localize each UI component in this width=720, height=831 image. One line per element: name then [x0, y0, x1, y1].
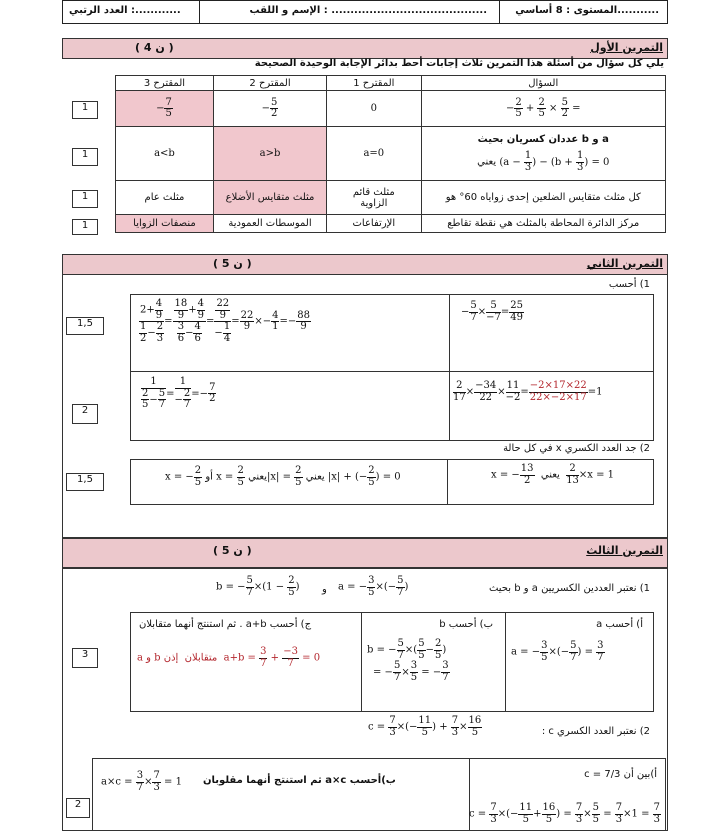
- score-box: 2: [66, 798, 90, 818]
- question-text: كل مثلث متقايس الضلعين إحدى زواياه 60° هو: [445, 192, 641, 203]
- part-e-label: ب)أحسب a×c ثم استنتج أنهما مقلوبان: [203, 775, 396, 786]
- question-cell: − $\frac{2}{5}$ + $\frac{2}{5}$ × $\frac{5}{2}$ =: [421, 91, 665, 127]
- score-box: 1: [72, 148, 98, 166]
- divider: [361, 613, 362, 711]
- score-box: 3: [72, 648, 98, 668]
- equations-box: [130, 459, 654, 505]
- choice-value: a<b: [154, 148, 175, 159]
- choice-cell[interactable]: [213, 215, 326, 233]
- choice-value: 0: [370, 103, 378, 114]
- and-word: و: [322, 584, 327, 595]
- score-box: 1: [72, 219, 98, 235]
- calc-1: − $\frac{5}{7}$ × $\frac{5}{-7}$ = $\frac{25}{49}$: [461, 300, 524, 323]
- choice-cell[interactable]: − $\frac{5}{2}$: [213, 91, 326, 127]
- answer-c: a و b متقابلان إذن a+b = $\frac{3}{7}$ + $\frac{-3}{7}$ = 0: [137, 646, 321, 669]
- divider: [449, 295, 450, 440]
- choice-value: الزاوية: [360, 197, 388, 209]
- part-b-label: ب) أحسب b: [439, 619, 493, 630]
- question-cell: [421, 181, 665, 215]
- def-a: a = − $\frac{3}{5}$ ×(− $\frac{5}{7}$ ): [338, 575, 409, 598]
- exercise-3-title: التمرين الثالث: [586, 544, 663, 557]
- choice-value: مثلث عام: [144, 192, 185, 203]
- question-text: مركز الدائرة المحاطة بالمثلث هي نقطة تقاطع: [447, 218, 640, 229]
- question-cell: [421, 215, 665, 233]
- score-box: 1,5: [66, 317, 104, 335]
- part-a-label: أ) أحسب a: [596, 619, 643, 630]
- choice-cell[interactable]: [116, 181, 214, 215]
- answer-b: b = − $\frac{5}{7}$ ×( $\frac{5}{5}$ − $\frac{2}{5}$ ) = − $\frac{5}{7}$ × $\frac{3}{5}$ = − $\frac{3}{7}$: [367, 638, 449, 683]
- part-2-box: [92, 758, 666, 831]
- score-box: 1,5: [66, 473, 104, 491]
- exercise-3-q1: 1) نعتبر العددين الكسريين a و b بحيث: [488, 583, 650, 594]
- choice-value: a=0: [363, 148, 385, 159]
- calc-4: 1 $\frac{2}{5}$ − $\frac{5}{7}$ = 1 − $\frac{2}{7}$ =− $\frac{7}{2}$: [142, 376, 216, 410]
- equation-a: x = − $\frac{13}{2}$ يعني $\frac{2}{13}$ ×x = 1: [491, 463, 615, 486]
- name-field: الإسم و اللقب : .........................................: [249, 5, 487, 16]
- part-c-label: ج) أحسب a+b . ثم استنتج أنهما متقابلان: [139, 619, 312, 630]
- divider: [131, 371, 653, 372]
- mcq-table: [115, 75, 666, 233]
- choice-cell[interactable]: [213, 127, 326, 181]
- number-field: العدد الرتبي :............: [69, 5, 181, 16]
- question-text: a و b عددان كسريان بحيث: [477, 134, 609, 145]
- divider: [505, 613, 506, 711]
- exercise-3-band: [62, 538, 668, 568]
- exercise-2-points: ( 5 ن ): [213, 257, 252, 270]
- exercise-1-title: التمرين الأول: [590, 41, 663, 54]
- exercise-2-q1: 1) أحسب: [608, 279, 650, 290]
- exercise-1-band: [62, 38, 668, 59]
- choice-value: الموسطات العمودية: [228, 218, 312, 229]
- choice-cell[interactable]: [116, 215, 214, 233]
- level-field: المستوى : 8 أساسي...........: [515, 5, 659, 16]
- choice-value: مثلث متقايس الأضلاع: [225, 192, 315, 203]
- choice-cell[interactable]: − $\frac{7}{5}$: [116, 91, 214, 127]
- choice-cell[interactable]: [213, 181, 326, 215]
- choice-value: a>b: [259, 148, 281, 159]
- choice-value: الإرتفاعات: [352, 218, 396, 229]
- score-box: 2: [72, 404, 98, 424]
- choice-value: مثلث قائم: [352, 186, 395, 198]
- divider: [199, 1, 200, 23]
- choice-cell[interactable]: [327, 215, 421, 233]
- exercise-3-q2: 2) نعتبر العدد الكسري c :: [541, 726, 650, 737]
- equation-b: x = − $\frac{2}{5}$ أو x = $\frac{2}{5}$ يعني|x| = $\frac{2}{5}$ يعني |x| + (− $\frac{2}{5}$ ) = 0: [165, 465, 401, 488]
- exercise-2-title: التمرين الثاني: [586, 257, 663, 270]
- score-box: 1: [72, 190, 98, 208]
- choice-value: منصفات الزوايا: [133, 218, 196, 229]
- def-c: c = $\frac{7}{3}$ ×(− $\frac{11}{5}$ ) + $\frac{7}{3}$ × $\frac{16}{5}$: [368, 715, 482, 738]
- exercise-1-instruction: يلي كل سؤال من أسئلة هذا التمرين ثلاث إجابات أحط بدائر الإجابة الوحيدة الصحيحة: [254, 58, 664, 69]
- exercise-3-points: ( 5 ن ): [213, 544, 252, 557]
- answer-d: c = $\frac{7}{3}$ ×(− $\frac{11}{5}$ + $\frac{16}{5}$ ) = $\frac{7}{3}$ × $\frac{5}{5}$ = $\frac{7}{3}$ ×1 = $\frac{7}{3}$: [469, 802, 661, 825]
- answer-e: a×c = $\frac{3}{7}$ × $\frac{7}{3}$ = 1: [101, 770, 182, 793]
- question-cell: a و b عددان كسريان بحيث يعني (a − $\frac{1}{3}$ ) − (b + $\frac{1}{3}$ ) = 0: [421, 127, 665, 181]
- choice-cell[interactable]: [327, 181, 421, 215]
- header-question: السؤال: [421, 76, 665, 91]
- exercise-2-q2: 2) جد العدد الكسري x في كل حالة: [503, 443, 650, 454]
- calc-grid: [130, 294, 654, 441]
- calc-3: $\frac{2}{17}$ × $\frac{-34}{22}$ × $\frac{11}{-2}$ = $\frac{-2\times 17\times 22}{22\times-2\times 17}$ =1: [453, 380, 603, 403]
- divider: [499, 1, 500, 23]
- header-choice-1: المقترح 1: [327, 76, 421, 91]
- score-box: 1: [72, 101, 98, 119]
- calc-2: 2+ $\frac{4}{9}$ $\frac{1}{2}$ − $\frac{2}{3}$ = $\frac{18}{9}$ + $\frac{4}{9}$ $\frac{3}{6}$ − $\frac{4}{6}$ = $\frac{22}{9}$ − $\frac{1}{4}$ = $\frac{22}{9}$ ×− $\frac{4}{1}$ =− $\frac{88}{9}$: [140, 298, 310, 344]
- divider: [447, 460, 448, 504]
- answer-a: a = − $\frac{3}{5}$ ×(− $\frac{5}{7}$ ) = $\frac{3}{7}$: [511, 640, 604, 663]
- header-choice-2: المقترح 2: [213, 76, 326, 91]
- def-b: b = − $\frac{5}{7}$ ×(1 − $\frac{2}{5}$ ): [216, 575, 300, 598]
- part-d-label: أ)بين أن c = 7/3: [584, 769, 657, 780]
- header-choice-3: المقترح 3: [116, 76, 214, 91]
- choice-cell[interactable]: [116, 127, 214, 181]
- choice-cell[interactable]: [327, 127, 421, 181]
- exercise-1-points: ( 4 ن ): [135, 41, 174, 54]
- choice-cell[interactable]: [327, 91, 421, 127]
- exercise-2-band: [62, 254, 668, 275]
- parts-box: [130, 612, 654, 712]
- header-strip: [62, 0, 668, 24]
